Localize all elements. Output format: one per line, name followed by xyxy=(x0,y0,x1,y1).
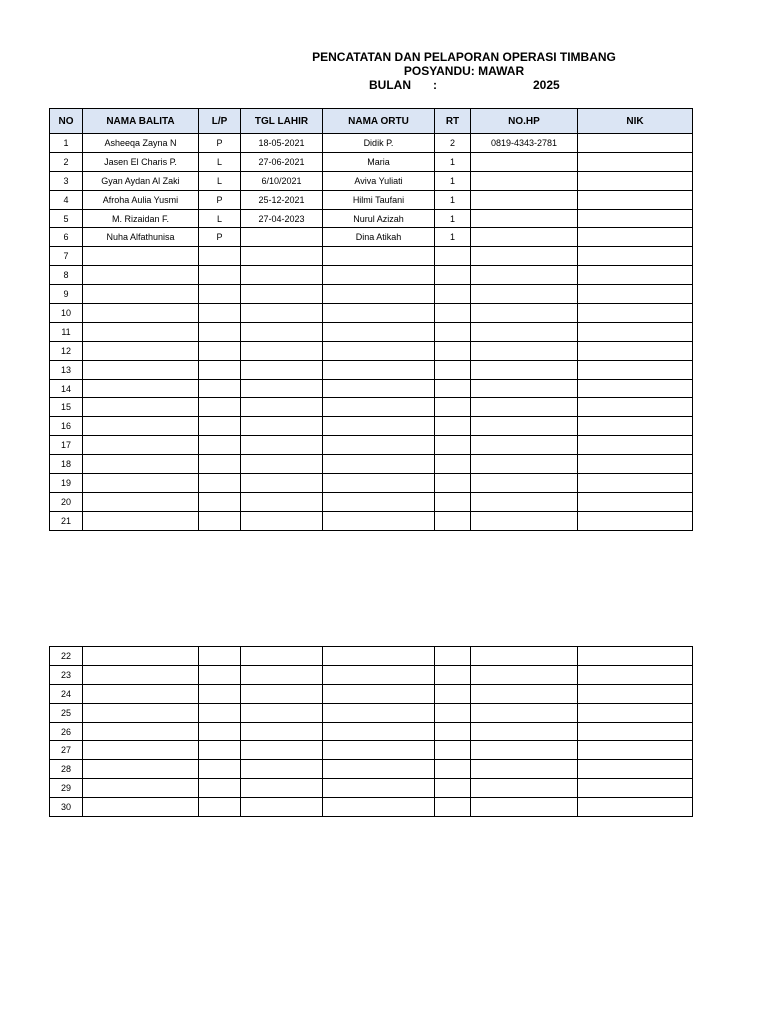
cell-no: 7 xyxy=(50,247,83,266)
cell-tgl-lahir xyxy=(241,398,323,417)
cell-rt xyxy=(435,684,471,703)
cell-no-hp xyxy=(471,209,578,228)
cell-no-hp xyxy=(471,152,578,171)
cell-nama-ortu xyxy=(323,455,435,474)
cell-lp xyxy=(199,492,241,511)
cell-lp xyxy=(199,474,241,493)
cell-no-hp xyxy=(471,455,578,474)
cell-tgl-lahir xyxy=(241,285,323,304)
cell-nik xyxy=(578,492,693,511)
cell-nik xyxy=(578,436,693,455)
cell-no-hp xyxy=(471,511,578,530)
cell-no-hp xyxy=(471,247,578,266)
cell-nik xyxy=(578,647,693,666)
cell-nik xyxy=(578,760,693,779)
cell-nama-balita xyxy=(83,665,199,684)
cell-no: 19 xyxy=(50,474,83,493)
cell-nik xyxy=(578,152,693,171)
cell-nama-ortu xyxy=(323,798,435,817)
cell-rt xyxy=(435,665,471,684)
table-row xyxy=(50,171,693,190)
cell-tgl-lahir: 6/10/2021 xyxy=(241,171,323,190)
table-row xyxy=(50,722,693,741)
cell-tgl-lahir: 25-12-2021 xyxy=(241,190,323,209)
cell-lp xyxy=(199,798,241,817)
cell-tgl-lahir xyxy=(241,266,323,285)
cell-no-hp xyxy=(471,341,578,360)
cell-nik xyxy=(578,266,693,285)
cell-rt xyxy=(435,798,471,817)
cell-tgl-lahir xyxy=(241,474,323,493)
cell-lp xyxy=(199,379,241,398)
table-row xyxy=(50,760,693,779)
cell-nik xyxy=(578,247,693,266)
posyandu-name: POSYANDU: MAWAR xyxy=(403,64,525,78)
cell-no-hp xyxy=(471,474,578,493)
cell-tgl-lahir: 27-06-2021 xyxy=(241,152,323,171)
cell-no: 26 xyxy=(50,722,83,741)
cell-no-hp xyxy=(471,684,578,703)
cell-lp xyxy=(199,304,241,323)
cell-no: 27 xyxy=(50,741,83,760)
cell-no-hp xyxy=(471,665,578,684)
table-row xyxy=(50,285,693,304)
year-value: 2025 xyxy=(533,78,560,92)
cell-no: 21 xyxy=(50,511,83,530)
cell-nama-balita xyxy=(83,417,199,436)
table-row xyxy=(50,304,693,323)
cell-nik xyxy=(578,511,693,530)
bulan-label: BULAN xyxy=(369,78,411,92)
cell-lp: P xyxy=(199,190,241,209)
cell-tgl-lahir xyxy=(241,647,323,666)
cell-lp xyxy=(199,741,241,760)
cell-rt xyxy=(435,436,471,455)
cell-tgl-lahir: 18-05-2021 xyxy=(241,134,323,153)
cell-nik xyxy=(578,379,693,398)
cell-nik xyxy=(578,474,693,493)
cell-lp xyxy=(199,684,241,703)
cell-nama-balita xyxy=(83,341,199,360)
cell-rt xyxy=(435,285,471,304)
cell-no: 12 xyxy=(50,341,83,360)
column-header-no-hp: NO.HP xyxy=(471,109,578,134)
table-row xyxy=(50,228,693,247)
cell-rt xyxy=(435,647,471,666)
cell-tgl-lahir xyxy=(241,417,323,436)
cell-rt xyxy=(435,266,471,285)
column-header-nik: NIK xyxy=(578,109,693,134)
column-header-nama-ortu: NAMA ORTU xyxy=(323,109,435,134)
table-row xyxy=(50,665,693,684)
cell-rt xyxy=(435,322,471,341)
cell-no: 16 xyxy=(50,417,83,436)
cell-nama-ortu xyxy=(323,474,435,493)
cell-nama-balita xyxy=(83,285,199,304)
table-row xyxy=(50,455,693,474)
cell-nama-balita xyxy=(83,741,199,760)
cell-no: 10 xyxy=(50,304,83,323)
cell-rt xyxy=(435,304,471,323)
cell-nik xyxy=(578,171,693,190)
cell-tgl-lahir xyxy=(241,379,323,398)
cell-nama-balita: M. Rizaidan F. xyxy=(83,209,199,228)
cell-no-hp xyxy=(471,779,578,798)
cell-lp xyxy=(199,341,241,360)
cell-tgl-lahir xyxy=(241,511,323,530)
cell-nama-balita xyxy=(83,455,199,474)
cell-nik xyxy=(578,798,693,817)
cell-nama-balita xyxy=(83,684,199,703)
cell-rt: 1 xyxy=(435,228,471,247)
cell-rt xyxy=(435,247,471,266)
cell-no: 20 xyxy=(50,492,83,511)
cell-no-hp xyxy=(471,190,578,209)
cell-no: 14 xyxy=(50,379,83,398)
cell-nama-ortu: Dina Atikah xyxy=(323,228,435,247)
cell-nama-balita xyxy=(83,798,199,817)
cell-tgl-lahir xyxy=(241,247,323,266)
table-row xyxy=(50,398,693,417)
cell-nik xyxy=(578,779,693,798)
cell-nama-ortu xyxy=(323,760,435,779)
table-row xyxy=(50,379,693,398)
cell-tgl-lahir xyxy=(241,322,323,341)
cell-lp: P xyxy=(199,228,241,247)
cell-nik xyxy=(578,741,693,760)
cell-no-hp xyxy=(471,322,578,341)
cell-nik xyxy=(578,209,693,228)
cell-nik xyxy=(578,722,693,741)
cell-rt: 1 xyxy=(435,171,471,190)
cell-nama-balita xyxy=(83,703,199,722)
cell-lp xyxy=(199,417,241,436)
table-row xyxy=(50,647,693,666)
cell-no: 24 xyxy=(50,684,83,703)
cell-nama-ortu xyxy=(323,304,435,323)
cell-nama-balita: Asheeqa Zayna N xyxy=(83,134,199,153)
cell-rt xyxy=(435,703,471,722)
cell-lp xyxy=(199,360,241,379)
cell-nama-balita xyxy=(83,436,199,455)
table-row xyxy=(50,511,693,530)
cell-nama-balita xyxy=(83,398,199,417)
cell-no: 28 xyxy=(50,760,83,779)
cell-no-hp xyxy=(471,398,578,417)
cell-nama-ortu xyxy=(323,379,435,398)
cell-nik xyxy=(578,228,693,247)
cell-tgl-lahir xyxy=(241,228,323,247)
column-header-lp: L/P xyxy=(199,109,241,134)
cell-no-hp xyxy=(471,171,578,190)
cell-nik xyxy=(578,703,693,722)
cell-nama-balita xyxy=(83,247,199,266)
cell-no-hp xyxy=(471,360,578,379)
table-row xyxy=(50,417,693,436)
table-row xyxy=(50,798,693,817)
cell-no-hp xyxy=(471,647,578,666)
cell-lp xyxy=(199,779,241,798)
cell-nama-balita xyxy=(83,266,199,285)
cell-nik xyxy=(578,304,693,323)
cell-rt: 1 xyxy=(435,152,471,171)
column-header-no: NO xyxy=(50,109,83,134)
cell-no: 18 xyxy=(50,455,83,474)
cell-no: 4 xyxy=(50,190,83,209)
cell-nama-balita: Gyan Aydan Al Zaki xyxy=(83,171,199,190)
cell-nama-ortu xyxy=(323,722,435,741)
cell-lp xyxy=(199,266,241,285)
cell-nama-balita xyxy=(83,474,199,493)
cell-no-hp xyxy=(471,379,578,398)
cell-nama-ortu xyxy=(323,398,435,417)
cell-no-hp: 0819-4343-2781 xyxy=(471,134,578,153)
cell-nama-ortu xyxy=(323,266,435,285)
weighing-table xyxy=(49,108,693,531)
table-row xyxy=(50,684,693,703)
cell-rt xyxy=(435,398,471,417)
cell-nama-balita xyxy=(83,379,199,398)
cell-nik xyxy=(578,285,693,304)
cell-nama-ortu xyxy=(323,741,435,760)
cell-rt xyxy=(435,417,471,436)
cell-nama-ortu xyxy=(323,360,435,379)
cell-rt xyxy=(435,341,471,360)
cell-rt xyxy=(435,741,471,760)
bulan-colon: : xyxy=(433,78,437,92)
cell-nik xyxy=(578,360,693,379)
cell-nama-ortu: Maria xyxy=(323,152,435,171)
cell-tgl-lahir xyxy=(241,360,323,379)
cell-nama-balita xyxy=(83,322,199,341)
cell-lp: L xyxy=(199,152,241,171)
table-row xyxy=(50,134,693,153)
cell-nama-ortu xyxy=(323,779,435,798)
cell-lp xyxy=(199,398,241,417)
cell-no: 25 xyxy=(50,703,83,722)
cell-tgl-lahir xyxy=(241,798,323,817)
cell-lp xyxy=(199,703,241,722)
cell-nama-ortu xyxy=(323,703,435,722)
cell-no-hp xyxy=(471,798,578,817)
cell-nama-balita xyxy=(83,304,199,323)
cell-no: 30 xyxy=(50,798,83,817)
cell-nama-balita: Nuha Alfathunisa xyxy=(83,228,199,247)
cell-lp xyxy=(199,665,241,684)
table-row xyxy=(50,779,693,798)
cell-no-hp xyxy=(471,741,578,760)
cell-nama-balita xyxy=(83,760,199,779)
cell-lp xyxy=(199,436,241,455)
cell-nama-balita xyxy=(83,722,199,741)
cell-lp xyxy=(199,247,241,266)
cell-nama-balita xyxy=(83,492,199,511)
cell-tgl-lahir xyxy=(241,665,323,684)
cell-no-hp xyxy=(471,492,578,511)
cell-nama-ortu xyxy=(323,417,435,436)
cell-no: 29 xyxy=(50,779,83,798)
cell-rt xyxy=(435,511,471,530)
cell-nama-balita xyxy=(83,360,199,379)
cell-no-hp xyxy=(471,417,578,436)
cell-no: 8 xyxy=(50,266,83,285)
cell-no-hp xyxy=(471,760,578,779)
cell-nama-balita xyxy=(83,779,199,798)
cell-no-hp xyxy=(471,266,578,285)
cell-no-hp xyxy=(471,436,578,455)
cell-lp xyxy=(199,760,241,779)
cell-nama-ortu: Aviva Yuliati xyxy=(323,171,435,190)
table-row xyxy=(50,703,693,722)
cell-no: 1 xyxy=(50,134,83,153)
table-row xyxy=(50,474,693,493)
cell-tgl-lahir xyxy=(241,722,323,741)
cell-no: 11 xyxy=(50,322,83,341)
column-header-rt: RT xyxy=(435,109,471,134)
cell-nama-balita: Afroha Aulia Yusmi xyxy=(83,190,199,209)
cell-no: 13 xyxy=(50,360,83,379)
table-row xyxy=(50,152,693,171)
table-row xyxy=(50,436,693,455)
cell-rt xyxy=(435,360,471,379)
cell-no-hp xyxy=(471,703,578,722)
column-header-nama-balita: NAMA BALITA xyxy=(83,109,199,134)
cell-nama-balita xyxy=(83,647,199,666)
cell-lp: L xyxy=(199,171,241,190)
table-row xyxy=(50,341,693,360)
cell-nik xyxy=(578,684,693,703)
cell-rt: 2 xyxy=(435,134,471,153)
cell-lp xyxy=(199,322,241,341)
cell-no: 3 xyxy=(50,171,83,190)
cell-nama-ortu xyxy=(323,436,435,455)
cell-lp xyxy=(199,285,241,304)
cell-rt xyxy=(435,779,471,798)
cell-no: 9 xyxy=(50,285,83,304)
cell-nama-ortu xyxy=(323,511,435,530)
cell-no-hp xyxy=(471,228,578,247)
cell-no: 5 xyxy=(50,209,83,228)
cell-nama-ortu xyxy=(323,647,435,666)
cell-rt xyxy=(435,492,471,511)
cell-tgl-lahir xyxy=(241,684,323,703)
document-title: PENCATATAN DAN PELAPORAN OPERASI TIMBANG xyxy=(312,50,616,64)
cell-nik xyxy=(578,134,693,153)
cell-nama-ortu xyxy=(323,665,435,684)
cell-nik xyxy=(578,417,693,436)
table-row xyxy=(50,492,693,511)
cell-lp xyxy=(199,647,241,666)
table-row xyxy=(50,266,693,285)
cell-no: 6 xyxy=(50,228,83,247)
column-header-tgl-lahir: TGL LAHIR xyxy=(241,109,323,134)
table-row xyxy=(50,741,693,760)
cell-no: 22 xyxy=(50,647,83,666)
cell-nama-ortu xyxy=(323,247,435,266)
cell-tgl-lahir xyxy=(241,304,323,323)
cell-nik xyxy=(578,398,693,417)
cell-tgl-lahir xyxy=(241,741,323,760)
table-row xyxy=(50,322,693,341)
cell-rt xyxy=(435,455,471,474)
cell-nama-ortu: Hilmi Taufani xyxy=(323,190,435,209)
cell-tgl-lahir: 27-04-2023 xyxy=(241,209,323,228)
table-row xyxy=(50,209,693,228)
cell-rt xyxy=(435,760,471,779)
cell-no-hp xyxy=(471,285,578,304)
cell-nama-ortu: Nurul Azizah xyxy=(323,209,435,228)
cell-rt: 1 xyxy=(435,209,471,228)
cell-nik xyxy=(578,341,693,360)
cell-nama-ortu xyxy=(323,341,435,360)
cell-lp: L xyxy=(199,209,241,228)
table-row xyxy=(50,190,693,209)
cell-no: 15 xyxy=(50,398,83,417)
cell-tgl-lahir xyxy=(241,341,323,360)
cell-rt xyxy=(435,474,471,493)
cell-tgl-lahir xyxy=(241,492,323,511)
cell-nama-ortu xyxy=(323,684,435,703)
cell-tgl-lahir xyxy=(241,455,323,474)
cell-nik xyxy=(578,665,693,684)
cell-no: 2 xyxy=(50,152,83,171)
cell-nama-ortu xyxy=(323,322,435,341)
weighing-table-continuation xyxy=(49,646,693,817)
cell-nama-balita xyxy=(83,511,199,530)
cell-no: 23 xyxy=(50,665,83,684)
cell-nama-ortu xyxy=(323,285,435,304)
cell-nama-ortu xyxy=(323,492,435,511)
cell-nama-balita: Jasen El Charis P. xyxy=(83,152,199,171)
cell-tgl-lahir xyxy=(241,436,323,455)
cell-no-hp xyxy=(471,722,578,741)
cell-rt xyxy=(435,722,471,741)
cell-nik xyxy=(578,322,693,341)
cell-rt xyxy=(435,379,471,398)
cell-no: 17 xyxy=(50,436,83,455)
table-row xyxy=(50,247,693,266)
table-header-row xyxy=(50,109,693,134)
cell-no-hp xyxy=(471,304,578,323)
cell-lp xyxy=(199,455,241,474)
cell-lp xyxy=(199,511,241,530)
cell-lp xyxy=(199,722,241,741)
cell-tgl-lahir xyxy=(241,760,323,779)
cell-tgl-lahir xyxy=(241,703,323,722)
cell-nama-ortu: Didik P. xyxy=(323,134,435,153)
cell-lp: P xyxy=(199,134,241,153)
cell-rt: 1 xyxy=(435,190,471,209)
cell-nik xyxy=(578,190,693,209)
table-row xyxy=(50,360,693,379)
cell-tgl-lahir xyxy=(241,779,323,798)
cell-nik xyxy=(578,455,693,474)
